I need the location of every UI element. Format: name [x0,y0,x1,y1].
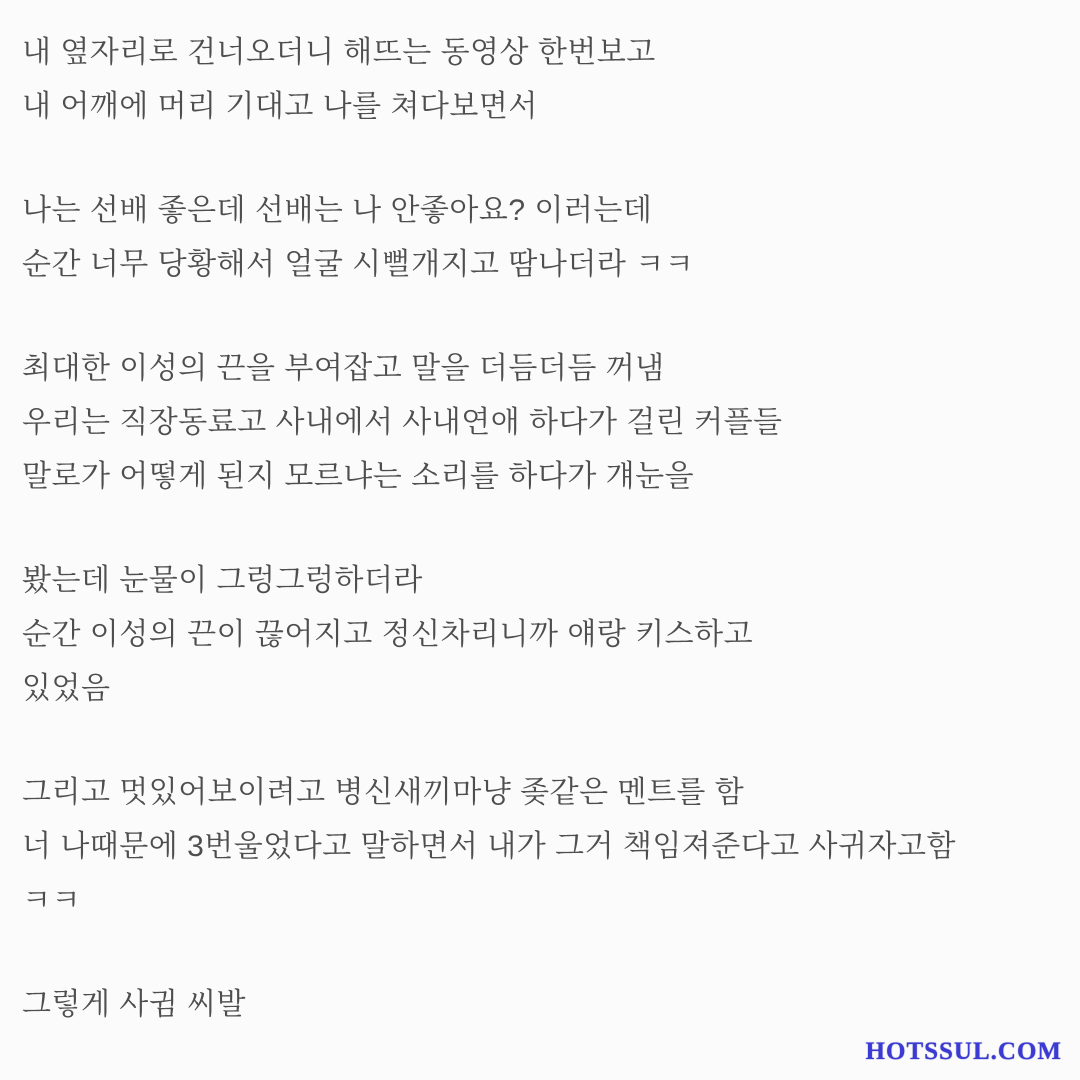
post-line: 순간 너무 당황해서 얼굴 시뻘개지고 땀나더라 ㅋㅋ [22,248,695,281]
post-line: 최대한 이성의 끈을 부여잡고 말을 더듬더듬 꺼냄 [22,352,665,385]
post-line: 그렇게 사귐 씨발 [22,988,247,1021]
post-paragraph [22,766,1062,928]
post-line: 너 나때문에 3번울었다고 말하면서 내가 그거 책임져준다고 사귀자고함 [22,830,956,863]
post-paragraph [22,26,1062,134]
site-watermark: HOTSSUL.COM [865,1038,1062,1065]
post-line: 우리는 직장동료고 사내에서 사내연애 하다가 걸린 커플들 [22,406,783,439]
post-line: 있었음 [22,672,111,705]
post-paragraph [22,554,1062,716]
post-line: ㅋㅋ [22,884,81,917]
post-line: 말로가 어떻게 된지 모르냐는 소리를 하다가 걔눈을 [22,460,695,493]
post-line: 내 어깨에 머리 기대고 나를 쳐다보면서 [22,90,538,123]
post-paragraph [22,978,1062,1032]
post-line: 그리고 멋있어보이려고 병신새끼마냥 좆같은 멘트를 함 [22,776,745,809]
post-paragraph [22,184,1062,292]
post-line: 나는 선배 좋은데 선배는 나 안좋아요? 이러는데 [22,194,653,227]
post-line: 순간 이성의 끈이 끊어지고 정신차리니까 얘랑 키스하고 [22,618,754,651]
post-line: 봤는데 눈물이 그렁그렁하더라 [22,564,423,597]
post-line: 내 옆자리로 건너오더니 해뜨는 동영상 한번보고 [22,36,656,69]
post-paragraph [22,342,1062,504]
